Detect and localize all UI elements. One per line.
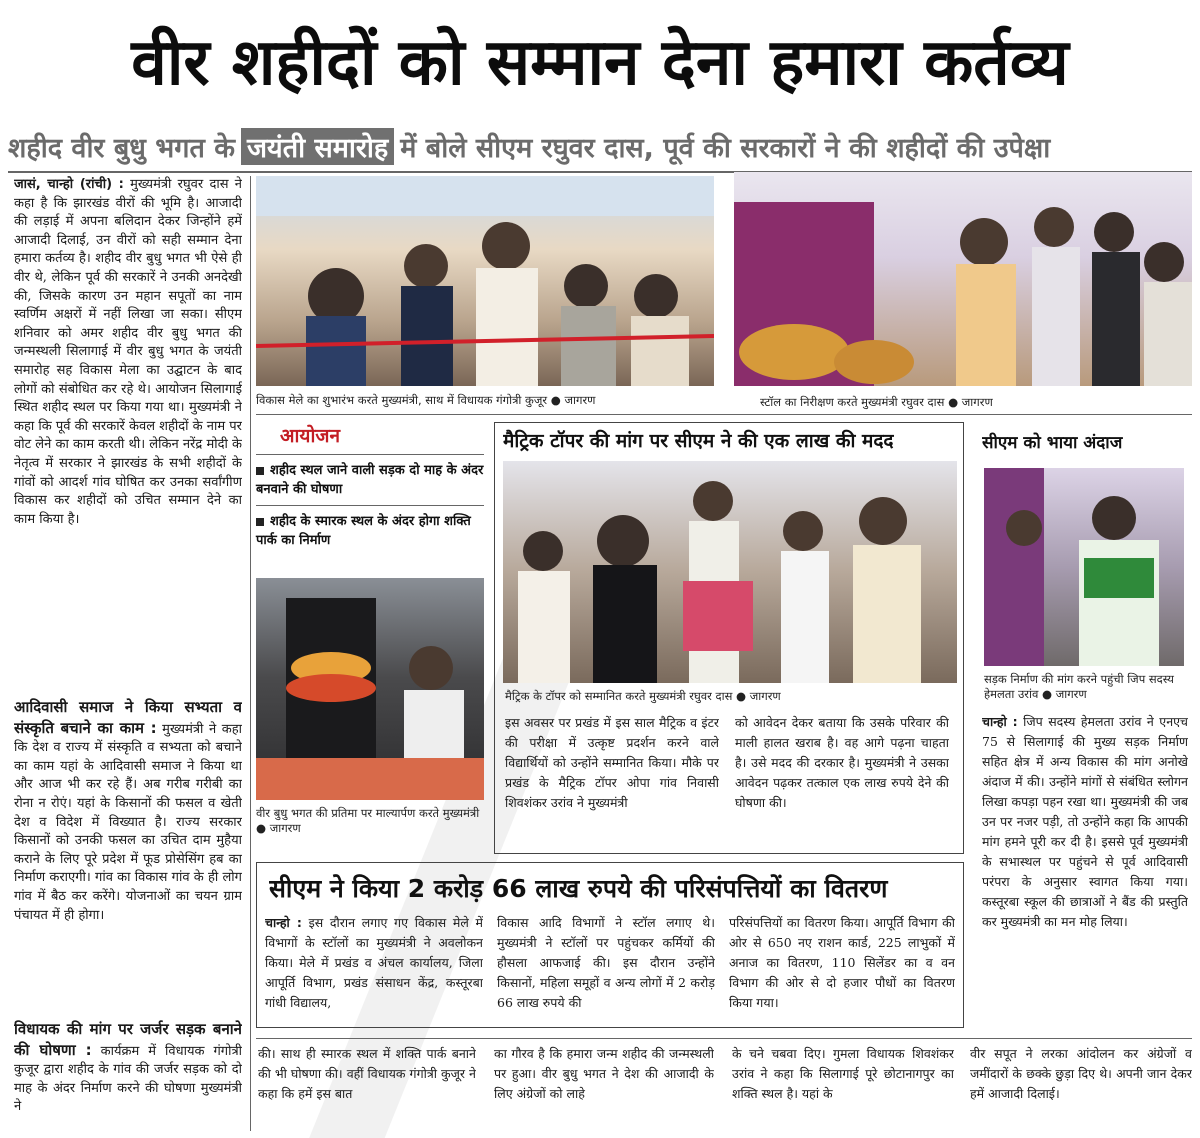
- photo-topper: [503, 461, 957, 683]
- left-paragraph-3: कार्यक्रम में विधायक गंगोत्री कुजूर द्वारा शहीद के गांव की जर्जर सड़क को दो माह के अंदर निर्माण करने की घोषणा मुख्यमंत्री ने: [14, 1043, 242, 1115]
- topper-title: मैट्रिक टॉपर की मांग पर सीएम ने की एक लाख की मदद: [503, 430, 894, 452]
- topper-text-right: को आवेदन देकर बताया कि उसके परिवार की माली हालत खराब है। वह आगे पढ़ना चाहता है। उसे मदद की दरकार है। मुख्यमंत्री ने उसका आवेदन पढ़कर तत्काल एक लाख रुपये देने की घोषणा की।: [735, 715, 949, 810]
- subhead-before: शहीद वीर बुधु भगत के: [8, 132, 236, 164]
- dateline-main: जासं, चान्हो (रांची) :: [14, 177, 124, 192]
- topper-text-left: इस अवसर पर प्रखंड में इस साल मैट्रिक व इंटर की परीक्षा में उत्कृष्ट प्रदर्शन करने वाले विद्यार्थियों को उन्होंने सम्मानित किया। मौके पर प्रखंड के मैट्रिक टॉपर ओपा गांव निवासी शिवशंकर उरांव ने मुख्यमंत्री: [505, 715, 719, 810]
- caption-statue: वीर बुधु भगत की प्रतिमा पर माल्यार्पण करते मुख्यमंत्री ● जागरण: [256, 806, 480, 835]
- aayojan-box: [256, 422, 484, 572]
- distribution-box: [256, 862, 964, 1028]
- left-column-sub2: [14, 1020, 242, 1132]
- bottom-col-1: की। साथ ही स्मारक स्थल में शक्ति पार्क बनाने की भी घोषणा की। वहीं विधायक गंगोत्री कुजूर ने कहा कि हमें इस बात: [258, 1046, 476, 1101]
- photo-inauguration-scene: [256, 176, 714, 386]
- andaz-title: सीएम को भाया अंदाज: [982, 433, 1123, 453]
- aayojan-item-1-text: शहीद स्थल जाने वाली सड़क दो माह के अंदर बनवाने की घोषणा: [256, 463, 484, 497]
- distribution-dateline: चान्हो :: [265, 915, 302, 930]
- bullet-icon: [256, 518, 264, 526]
- photo-andaz-scene: [984, 468, 1184, 666]
- left-paragraph-2: मुख्यमंत्री ने कहा कि देश व राज्य में संस्कृति व सभ्यता को बचाने का काम यहां के आदिवासी समाज ने किया था और आज भी कर रहे हैं। अब गरीब गरीबी का रोना न रोएं। यहां के किसानों की फसल व खेती देश व विदेश में विख्यात है। राज्य सरकार किसानों को उनकी फसल का उचित दाम मुहैया कराने के लिए पूरे प्रदेश में फूड प्रोसेसिंग हब का निर्माण कराएगी। गांव का विकास गांव के ही लोग गांव में बैठ कर करेंगे। योजनाओं का चयन ग्राम पंचायत में ही होगा।: [14, 721, 242, 923]
- divider-photos: [256, 414, 1192, 415]
- topper-box: [494, 422, 964, 854]
- aayojan-item-2: [256, 512, 484, 550]
- subhead-highlight: जयंती समारोह: [241, 128, 394, 165]
- andaz-body: जिप सदस्य हेमलता उरांव ने एनएच 75 से सिलागाई की मुख्य सड़क निर्माण सहित क्षेत्र में अन्य विकास की मांग अनोखे अंदाज में की। उन्होंने मांगों से संबंधित स्लोगन लिखा कपड़ा पहन रखा था। मुख्यमंत्री की जब उन पर नजर पड़ी, तो उन्होंने कहा कि आपकी मांग हमने पूरी कर दी है। इससे पूर्व मुख्यमंत्री के सभास्थल पर पहुंचने से पूर्व आदिवासी परंपरा के अनुसार स्वागत किया गया। कस्तूरबा स्कूल की छात्राओं ने बैंड की प्रस्तुति कर मुख्यमंत्री का मन मोह लिया।: [982, 714, 1188, 929]
- bullet-icon: [256, 467, 264, 475]
- distribution-col-3: परिसंपत्तियों का वितरण किया। आपूर्ति विभाग की ओर से 650 नए राशन कार्ड, 225 लाभुकों में अनाज का वितरण, 110 सिलेंडर का व वन विभाग की ओर से दो हजार पौधों का वितरण किया गया।: [729, 915, 955, 1010]
- divider-bottom: [256, 1038, 1192, 1039]
- photo-statue-scene: [256, 578, 484, 800]
- andaz-caption: सड़क निर्माण की मांग करने पहुंची जिप सदस्य हेमलता उरांव ● जागरण: [984, 672, 1174, 701]
- caption-stall: स्टॉल का निरीक्षण करते मुख्यमंत्री रघुवर दास ● जागरण: [760, 395, 993, 409]
- left-paragraph-1: मुख्यमंत्री रघुवर दास ने कहा है कि झारखंड वीरों की भूमि है। आजादी की लड़ाई में अपना बलिदान देकर जिन्होंने हमें आजादी दिलाई, उन वीरों को सही सम्मान देना हमारा कर्तव्य है। शहीद वीर बुधु भगत भी ऐसे ही वीर थे, लेकिन पूर्व की सरकारें ने उनकी अनदेखी की, जिसके कारण उन महान सपूतों का नाम स्वर्णिम अक्षरों में नहीं लिखा जा सका। सीएम शनिवार को अमर शहीद वीर बुधु भगत की जन्मस्थली सिलागाई में वीर बुधु भगत के जयंती समारोह सह विकास मेला का उद्घाटन के बाद लोगों को संबोधित कर रहे थे। आयोजन सिलागाई स्थित शहीद स्थल पर किया गया था। मुख्यमंत्री ने कहा कि पूर्व की सरकारें केवल शहीदों के नाम पर वोट लेने का काम करती थी। लेकिन नरेंद्र मोदी के नेतृत्व में सरकार ने झारखंड के सभी शहीदों के गांवों को आदर्श गांव घोषित कर उनका सर्वांगीण विकास कर शहीदों को उचित सम्मान देने का काम किया है।: [14, 177, 242, 527]
- aayojan-item-1: [256, 461, 484, 499]
- subheading-road: विधायक की मांग पर जर्जर सड़क बनाने की घोषणा :: [14, 1020, 242, 1059]
- left-column-article: [14, 176, 242, 696]
- caption-inauguration: विकास मेले का शुभारंभ करते मुख्यमंत्री, साथ में विधायक गंगोत्री कुजूर ● जागरण: [256, 393, 596, 407]
- left-column-sub1: [14, 698, 242, 1020]
- aayojan-title: आयोजन: [280, 425, 341, 447]
- andaz-box: [978, 424, 1192, 1028]
- photo-stall-scene: [734, 172, 1192, 386]
- bottom-col-4: वीर सपूत ने लरका आंदोलन कर अंग्रेजों व जमींदारों के छक्के छुड़ा दिए थे। अपनी जान देकर हमें आजादी दिलाई।: [970, 1046, 1192, 1101]
- divider-left-col: [250, 176, 251, 1131]
- subheadline: [8, 124, 1192, 168]
- andaz-text: [982, 712, 1188, 1026]
- photo-topper-scene: [503, 461, 957, 683]
- distribution-col-1-text: इस दौरान लगाए गए विकास मेले में विभागों के स्टॉलों का मुख्यमंत्री ने अवलोकन किया। मेले में प्रखंड व अंचल कार्यालय, जिला आपूर्ति विभाग, प्रखंड संसाधन केंद्र, कस्तूरबा गांधी विद्यालय,: [265, 915, 483, 1010]
- aayojan-item-2-text: शहीद के स्मारक स्थल के अंदर होगा शक्ति पार्क का निर्माण: [256, 514, 471, 548]
- subheading-tribal: आदिवासी समाज ने किया सभ्यता व संस्कृति बचाने का काम :: [14, 698, 242, 737]
- photo-statue: [256, 578, 484, 800]
- distribution-col-2: विकास आदि विभागों ने स्टॉल लगाए थे। मुख्यमंत्री ने स्टॉलों पर पहुंचकर कर्मियों की हौसला आफजाई की। इस दौरान उन्होंने किसानों, महिला समूहों व अन्य लोगों में 2 करोड़ 66 लाख रुपये की: [497, 915, 715, 1010]
- bottom-col-3: के चने चबवा दिए। गुमला विधायक शिवशंकर उरांव ने कहा कि सिलागाई पूरे छोटानागपुर का शक्ति स्थल है। यहां के: [732, 1046, 954, 1101]
- photo-andaz: [984, 468, 1184, 666]
- headline: वीर शहीदों को सम्मान देना हमारा कर्तव्य: [131, 25, 1069, 100]
- photo-stall: [734, 172, 1192, 386]
- bottom-col-2: का गौरव है कि हमारा जन्म शहीद की जन्मस्थली पर हुआ। वीर बुधु भगत ने देश की आजादी के लिए अंग्रेजों को लाहे: [494, 1046, 714, 1101]
- subhead-after: में बोले सीएम रघुवर दास, पूर्व की सरकारों ने की शहीदों की उपेक्षा: [400, 132, 1051, 164]
- topper-caption: मैट्रिक के टॉपर को सम्मानित करते मुख्यमंत्री रघुवर दास ● जागरण: [505, 689, 781, 703]
- distribution-col-1: [265, 913, 483, 1023]
- photo-inauguration: [256, 176, 714, 386]
- distribution-title: सीएम ने किया 2 करोड़ 66 लाख रुपये की परिसंपत्तियों का वितरण: [269, 874, 888, 903]
- andaz-dateline: चान्हो :: [982, 714, 1018, 729]
